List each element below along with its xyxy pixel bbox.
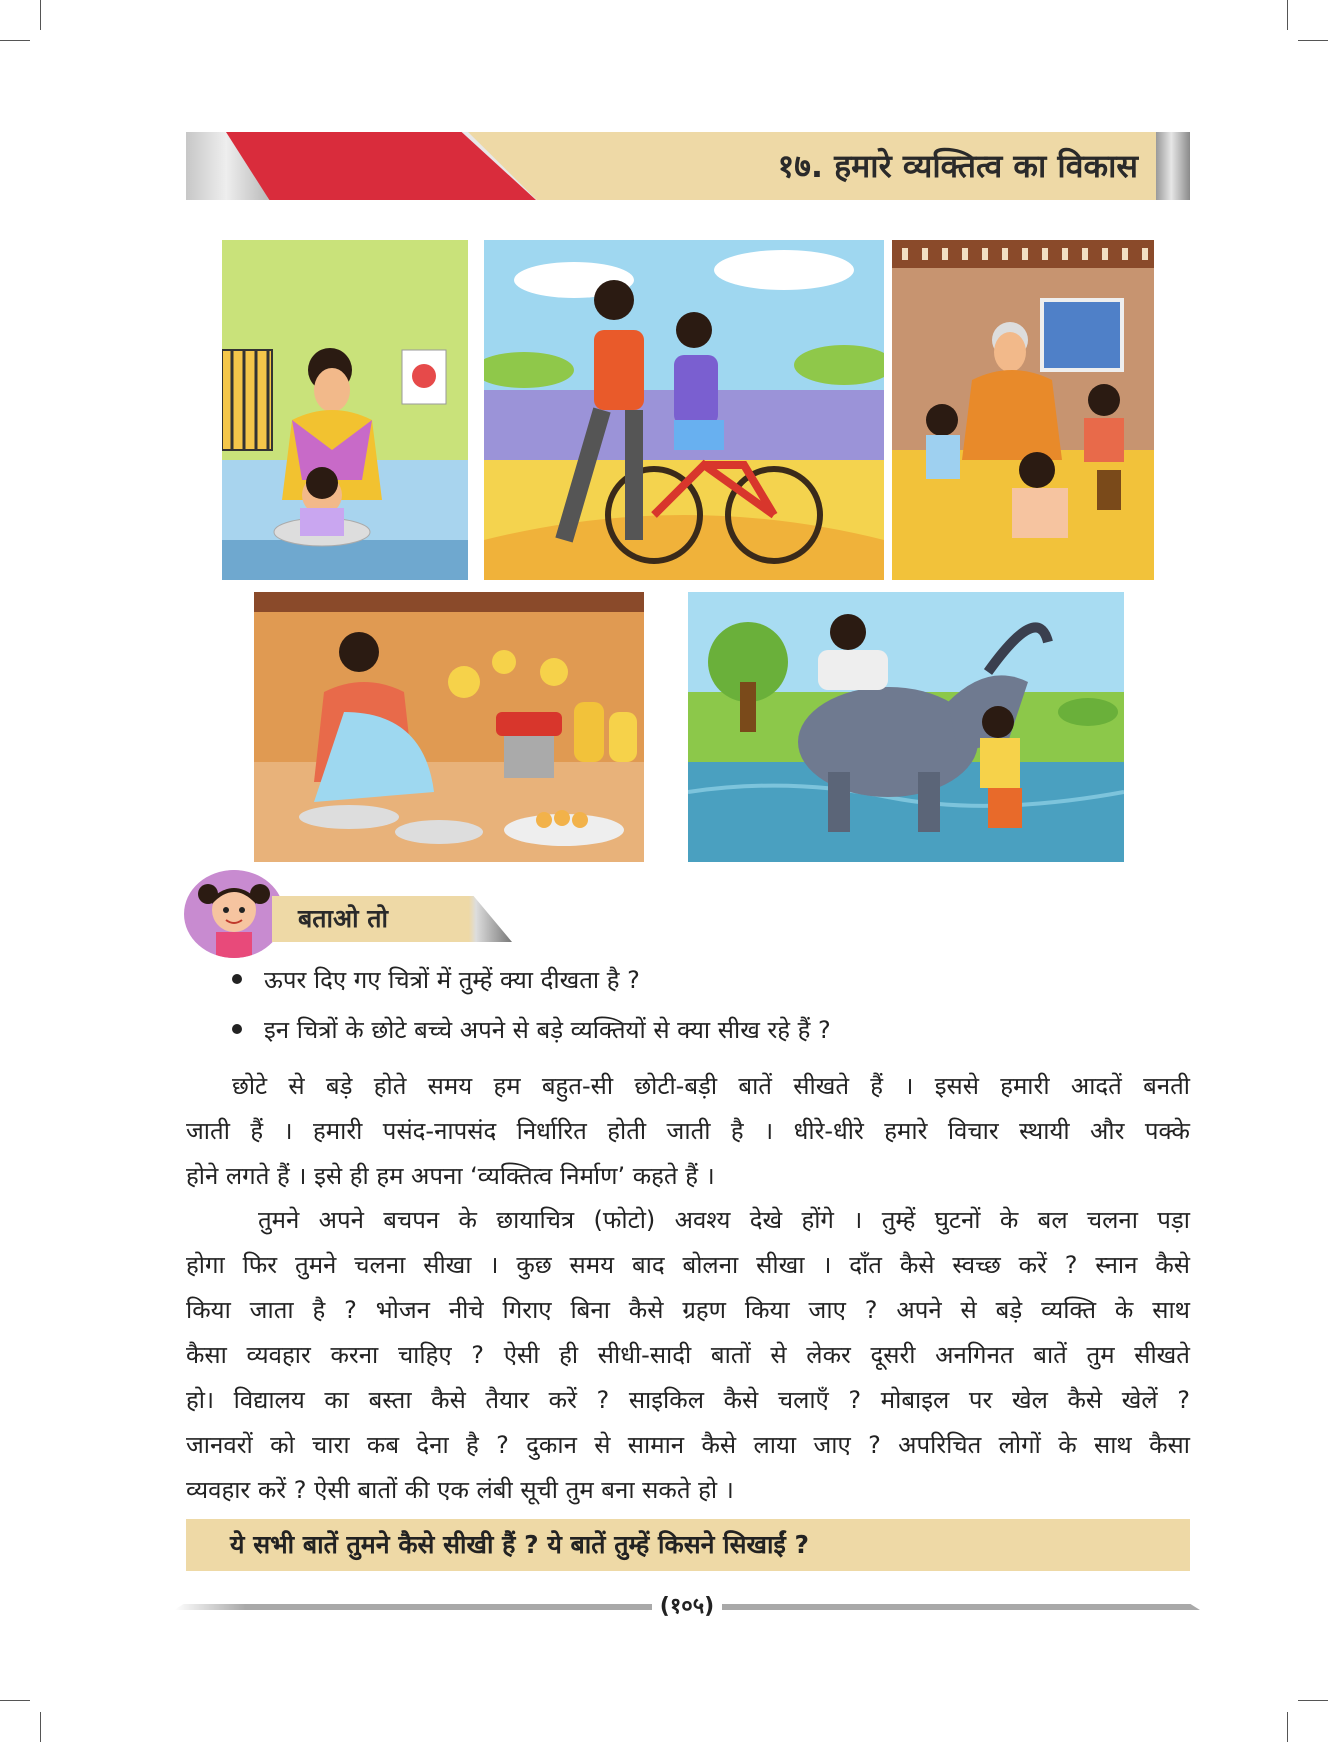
paragraph-line: होगा फिर तुमने चलना सीखा । कुछ समय बाद बोलना सीखा । दाँत कैसे स्वच्छ करें ? स्नान कैसे — [186, 1251, 1190, 1279]
paragraph-line: तुमने अपने बचपन के छायाचित्र (फोटो) अवश्य देखे होंगे । तुम्हें घुटनों के बल चलना पड़ा — [258, 1206, 1190, 1234]
question-item — [232, 1010, 831, 1050]
crop-mark — [0, 40, 30, 41]
footer-rule-right — [722, 1604, 1200, 1610]
illustration-kitchen — [254, 592, 644, 862]
question-item — [232, 960, 640, 1000]
chapter-title: १७. हमारे व्यक्तित्व का विकास — [777, 147, 1138, 185]
paragraph-line: जाती हैं । हमारी पसंद-नापसंद निर्धारित होती जाती है । धीरे-धीरे हमारे विचार स्थायी और पक्के — [186, 1117, 1190, 1145]
crop-mark — [1298, 40, 1328, 41]
paragraph-line: होने लगते हैं । इसे ही हम अपना ‘व्यक्तित्व निर्माण’ कहते हैं । — [186, 1162, 715, 1190]
chapter-header-end-cap — [1156, 132, 1190, 200]
highlight-question: ये सभी बातें तुमने कैसे सीखी हैं ? ये बातें तुम्हें किसने सिखाईं ? — [230, 1530, 809, 1559]
crop-mark — [1287, 1712, 1288, 1742]
bullet-icon — [232, 974, 242, 984]
illustration-grandmother — [892, 240, 1154, 580]
paragraph-line: जानवरों को चारा कब देना है ? दुकान से सामान कैसे लाया जाए ? अपरिचित लोगों के साथ कैसा — [186, 1431, 1190, 1459]
girl-avatar-icon — [184, 870, 284, 958]
crop-mark — [40, 1712, 41, 1742]
crop-mark — [1287, 0, 1288, 30]
bullet-icon — [232, 1024, 242, 1034]
crop-mark — [0, 1700, 30, 1701]
illustration-mother-child — [222, 240, 468, 580]
footer-rule-left — [174, 1604, 652, 1610]
question-text: इन चित्रों के छोटे बच्चे अपने से बड़े व्यक्तियों से क्या सीख रहे हैं ? — [264, 1016, 831, 1044]
crop-mark — [1298, 1700, 1328, 1701]
paragraph-line: व्यवहार करें ? ऐसी बातों की एक लंबी सूची तुम बना सकते हो । — [186, 1476, 734, 1504]
paragraph-line: हो। विद्यालय का बस्ता कैसे तैयार करें ? साइकिल कैसे चलाएँ ? मोबाइल पर खेल कैसे खेलें ? — [186, 1386, 1190, 1414]
question-text: ऊपर दिए गए चित्रों में तुम्हें क्या दीखता है ? — [264, 966, 640, 994]
illustration-buffalo — [688, 592, 1124, 862]
tell-box-label: बताओ तो — [298, 904, 389, 933]
paragraph-personality — [186, 1064, 1190, 1199]
page-number: (१०५) — [659, 1594, 715, 1619]
crop-mark — [40, 0, 41, 30]
paragraph-childhood — [186, 1198, 1190, 1513]
paragraph-line: छोटे से बड़े होते समय हम बहुत-सी छोटी-बड़ी बातें सीखते हैं । इससे हमारी आदतें बनती — [232, 1072, 1190, 1100]
illustration-bicycle — [484, 240, 884, 580]
paragraph-line: कैसा व्यवहार करना चाहिए ? ऐसी ही सीधी-सादी बातों से लेकर दूसरी अनगिनत बातें तुम सीखते — [186, 1341, 1190, 1369]
paragraph-line: किया जाता है ? भोजन नीचे गिराए बिना कैसे ग्रहण किया जाए ? अपने से बड़े व्यक्ति के साथ — [186, 1296, 1190, 1324]
